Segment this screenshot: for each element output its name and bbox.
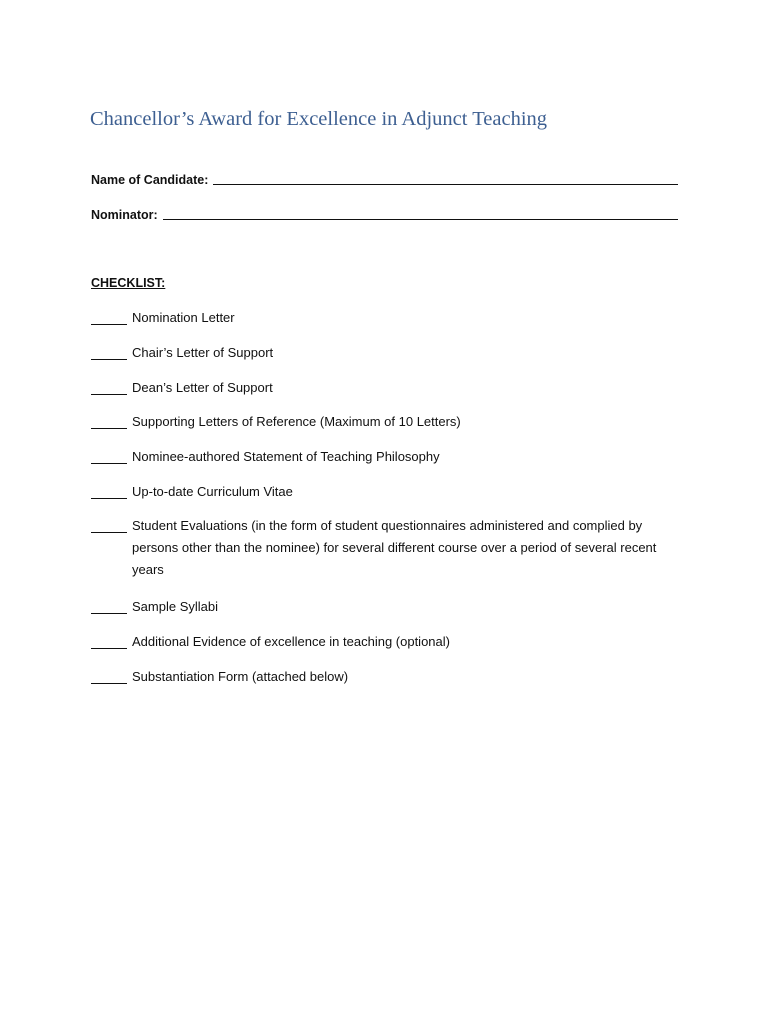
candidate-label: Name of Candidate: [91, 173, 209, 187]
checklist-item-additional-evidence [91, 631, 681, 653]
checklist-item-label: Sample Syllabi [132, 599, 218, 614]
checklist-item-label: Additional Evidence of excellence in teaching (optional) [132, 634, 450, 649]
checklist-item-sample-syllabi [91, 596, 681, 618]
checklist-blank[interactable] [91, 631, 127, 649]
checklist-item-chair-letter [91, 342, 681, 364]
checklist-item-substantiation-form [91, 666, 681, 688]
checklist-item-label: Substantiation Form (attached below) [132, 669, 349, 684]
checklist-item-label: Nominee-authored Statement of Teaching Philosophy [132, 449, 440, 464]
checklist-blank[interactable] [91, 411, 127, 429]
nominator-label: Nominator: [91, 208, 158, 222]
checklist-item-label: Student Evaluations (in the form of student questionnaires administered and complied by persons other than the nominee) for several different course over a period of several recent years [132, 518, 657, 577]
checklist-heading: CHECKLIST: [91, 276, 166, 290]
checklist-item-label: Chair’s Letter of Support [132, 345, 274, 360]
checklist-item-nomination-letter [91, 307, 681, 329]
checklist-blank[interactable] [91, 307, 127, 325]
nominator-name-field[interactable] [163, 205, 678, 220]
checklist-item-teaching-philosophy [91, 446, 681, 468]
checklist-blank[interactable] [91, 515, 127, 533]
checklist-blank[interactable] [91, 481, 127, 499]
candidate-name-field[interactable] [213, 170, 678, 185]
checklist-blank[interactable] [91, 666, 127, 684]
checklist-blank[interactable] [91, 596, 127, 614]
checklist-item-label: Supporting Letters of Reference (Maximum of 10 Letters) [132, 414, 461, 429]
page-title: Chancellor’s Award for Excellence in Adjunct Teaching [90, 108, 548, 130]
checklist-item-student-evaluations [91, 515, 681, 581]
checklist-item-dean-letter [91, 377, 681, 399]
checklist-blank[interactable] [91, 446, 127, 464]
checklist-blank[interactable] [91, 377, 127, 395]
checklist-item-label: Dean’s Letter of Support [132, 380, 273, 395]
checklist-item-curriculum-vitae [91, 481, 681, 503]
candidate-field-row [91, 170, 678, 187]
checklist-blank[interactable] [91, 342, 127, 360]
checklist-item-label: Up-to-date Curriculum Vitae [132, 484, 293, 499]
checklist-item-reference-letters [91, 411, 681, 433]
nominator-field-row [91, 205, 678, 222]
checklist-item-label: Nomination Letter [132, 310, 235, 325]
